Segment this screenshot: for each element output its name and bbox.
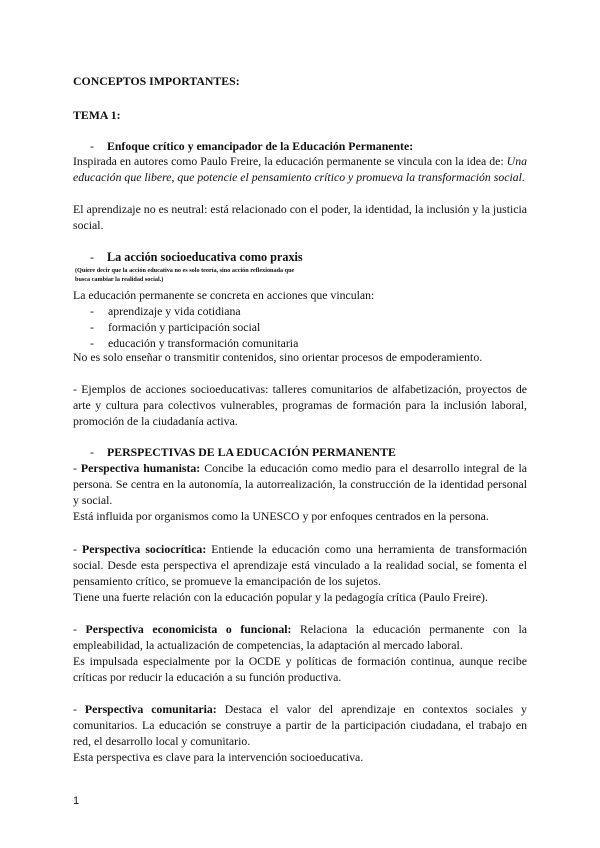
paragraph-comunitaria-extra: Esta perspectiva es clave para la intervención socioeducativa. <box>73 750 364 764</box>
dash-marker: - <box>90 336 94 351</box>
dash-marker: - <box>90 304 94 318</box>
paragraph-humanista: - Perspectiva humanista: Concibe la educación como medio para el desarrollo integral de la persona. Se centra en la autonomía, la autorrealización, la construcción de la identidad personal y social. <box>73 461 527 508</box>
dash-marker: - <box>90 445 94 459</box>
paragraph-sociocritica: - Perspectiva sociocrítica: Entiende la educación como una herramienta de transformación social. Desde esta perspectiva el aprendizaje está vinculado a la realidad social, se fomenta el pensamiento crítico, se promueve la emancipación de los sujetos. <box>73 542 527 589</box>
section-note: (Quiere decir que la acción educativa no es solo teoría, sino acción reflexionada que busca cambiar la realidad social.) <box>75 267 295 283</box>
paragraph-aprendizaje: El aprendizaje no es neutral: está relacionado con el poder, la identidad, la inclusión y la justicia social. <box>73 202 527 233</box>
bullet-list <box>73 303 527 352</box>
perspective-label: Perspectiva sociocrítica: <box>81 542 207 556</box>
section-enfoque-heading <box>73 138 527 154</box>
section-praxis-heading <box>73 249 527 284</box>
section-heading: Enfoque crítico y emancipador de la Educación Permanente: <box>107 139 414 153</box>
paragraph-sociocritica-extra: Tiene una fuerte relación con la educación popular y la pedagogía crítica (Paulo Freire). <box>73 590 488 604</box>
paragraph-economicista-extra: Es impulsada especialmente por la OCDE y políticas de formación continua, aunque recibe críticas por reducir la educación a su función productiva. <box>73 654 527 685</box>
section-heading: La acción socioeducativa como praxis <box>107 250 303 264</box>
perspective-label: Perspectiva comunitaria: <box>84 702 217 716</box>
perspective-label: Perspectiva humanista: <box>80 461 201 475</box>
paragraph-examples: - Ejemplos de acciones socioeducativas: talleres comunitarios de alfabetización, proyectos de arte y cultura para colectivos vulnerables, programas de formación para la inclusión laboral, promoción de la ciudadanía activa. <box>73 382 527 429</box>
paragraph-closing: No es solo enseñar o transmitir contenidos, sino orientar procesos de empoderamiento. <box>73 350 483 364</box>
list-item: - aprendizaje y vida cotidiana <box>90 304 241 318</box>
document-title: CONCEPTOS IMPORTANTES: <box>73 74 240 88</box>
list-item: - educación y transformación comunitaria <box>90 336 299 351</box>
dash-marker: - <box>90 320 94 335</box>
paragraph-comunitaria: - Perspectiva comunitaria: Destaca el valor del aprendizaje en contextos sociales y comunitarios. La educación se construye a partir de la participación ciudadana, el trabajo en red, el desarrollo local y comunitario. <box>73 702 527 749</box>
perspective-label: Perspectiva economicista o funcional: <box>85 622 292 636</box>
paragraph-intro: La educación permanente se concreta en acciones que vinculan: <box>73 288 375 302</box>
paragraph-economicista: - Perspectiva economicista o funcional: Relaciona la educación permanente con la empleabilidad, la actualización de competencias, la adaptación al mercado laboral. <box>73 622 527 653</box>
italic-quote: Una educación que libere, que potencie el pensamiento crítico y promueva la transformación social. <box>73 154 527 185</box>
section-perspectivas-heading <box>73 444 527 460</box>
dash-marker: - <box>90 139 94 153</box>
dash-marker: - <box>90 250 94 264</box>
page-number: 1 <box>73 795 80 807</box>
paragraph-freire <box>73 153 527 185</box>
section-heading: PERSPECTIVAS DE LA EDUCACIÓN PERMANENTE <box>107 445 396 459</box>
tema-heading: TEMA 1: <box>73 108 121 122</box>
paragraph-humanista-extra: Está influida por organismos como la UNESCO y por enfoques centrados en la persona. <box>73 509 489 523</box>
list-item: - formación y participación social <box>90 320 261 335</box>
paragraph-text: Inspirada en autores como Paulo Freire, la educación permanente se vincula con la idea de: <box>73 154 504 168</box>
